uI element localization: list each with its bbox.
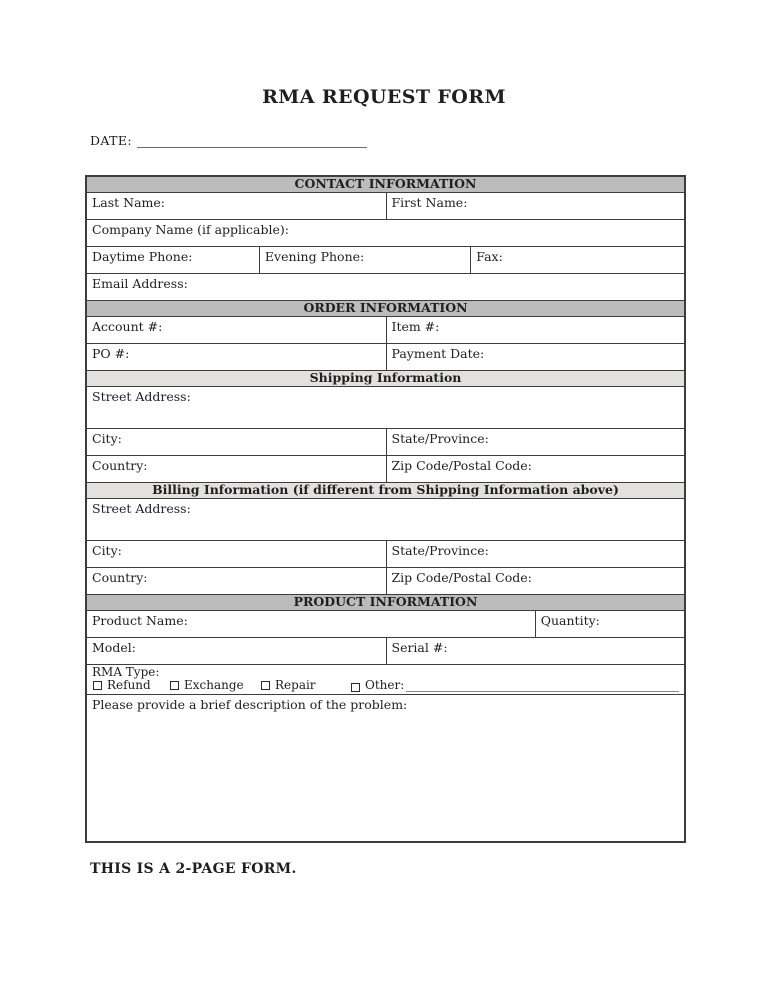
field-label: City: <box>92 431 122 446</box>
field-label: Zip Code/Postal Code: <box>391 458 532 473</box>
checkbox-other-icon[interactable] <box>351 683 360 692</box>
row-phones <box>87 247 684 274</box>
field-problem-description[interactable] <box>87 695 684 841</box>
field-label: Product Name: <box>92 613 188 628</box>
field-label: Country: <box>92 458 148 473</box>
field-billing-zip[interactable] <box>386 568 685 594</box>
checkbox-label: Repair <box>275 678 316 692</box>
field-fax[interactable] <box>470 247 684 273</box>
field-quantity[interactable] <box>535 611 684 637</box>
field-shipping-street-address[interactable] <box>87 387 684 428</box>
field-label: Email Address: <box>92 276 188 291</box>
checkbox-refund-icon[interactable] <box>93 681 102 690</box>
field-billing-country[interactable] <box>87 568 386 594</box>
field-label: Quantity: <box>540 613 600 628</box>
row-company <box>87 220 684 247</box>
subsection-header-billing: Billing Information (if different from Shipping Information above) <box>87 483 684 499</box>
field-label: State/Province: <box>391 543 489 558</box>
field-payment-date[interactable] <box>386 344 685 370</box>
row-shipping-country-zip <box>87 456 684 483</box>
field-item-number[interactable] <box>386 317 685 343</box>
checkbox-label: Exchange <box>184 678 244 692</box>
field-shipping-zip[interactable] <box>386 456 685 482</box>
date-label: DATE: <box>90 133 133 148</box>
page-count-note: THIS IS A 2-PAGE FORM. <box>90 861 297 877</box>
field-label: Account #: <box>92 319 163 334</box>
section-header-contact: CONTACT INFORMATION <box>87 177 684 193</box>
checkbox-label: Other: <box>365 678 405 692</box>
other-fill-line[interactable] <box>406 680 679 692</box>
checkbox-label: Refund <box>107 678 151 692</box>
field-label: Payment Date: <box>391 346 485 361</box>
checkbox-repair-icon[interactable] <box>261 681 270 690</box>
page-title: RMA REQUEST FORM <box>262 86 506 108</box>
field-label: First Name: <box>391 195 468 210</box>
date-row <box>90 133 367 148</box>
rma-option-exchange <box>170 679 244 692</box>
field-label: Zip Code/Postal Code: <box>391 570 532 585</box>
row-account-item <box>87 317 684 344</box>
rma-form-table <box>85 175 686 843</box>
field-billing-state[interactable] <box>386 541 685 567</box>
field-shipping-country[interactable] <box>87 456 386 482</box>
row-billing-city-state <box>87 541 684 568</box>
field-company-name[interactable] <box>87 220 684 246</box>
section-header-product: PRODUCT INFORMATION <box>87 595 684 611</box>
field-label: Daytime Phone: <box>92 249 193 264</box>
field-shipping-city[interactable] <box>87 429 386 455</box>
row-billing-street <box>87 499 684 541</box>
field-last-name[interactable] <box>87 193 386 219</box>
field-po-number[interactable] <box>87 344 386 370</box>
rma-option-refund <box>93 679 151 692</box>
row-shipping-street <box>87 387 684 429</box>
row-name <box>87 193 684 220</box>
field-label: Please provide a brief description of the problem: <box>92 697 408 712</box>
rma-option-repair <box>261 679 316 692</box>
row-po-payment <box>87 344 684 371</box>
field-label: Model: <box>92 640 136 655</box>
row-product-quantity <box>87 611 684 638</box>
field-email-address[interactable] <box>87 274 684 300</box>
rma-option-other <box>351 679 679 692</box>
subsection-header-shipping: Shipping Information <box>87 371 684 387</box>
row-model-serial <box>87 638 684 665</box>
field-label: Fax: <box>476 249 503 264</box>
field-serial-number[interactable] <box>386 638 685 664</box>
field-label: Street Address: <box>92 501 191 516</box>
date-fill-line[interactable] <box>137 133 367 148</box>
field-label: Last Name: <box>92 195 166 210</box>
field-billing-city[interactable] <box>87 541 386 567</box>
checkbox-exchange-icon[interactable] <box>170 681 179 690</box>
field-shipping-state[interactable] <box>386 429 685 455</box>
section-header-order: ORDER INFORMATION <box>87 301 684 317</box>
row-problem-description <box>87 695 684 841</box>
field-label: Company Name (if applicable): <box>92 222 289 237</box>
field-label: Country: <box>92 570 148 585</box>
field-evening-phone[interactable] <box>259 247 470 273</box>
rma-type-label: RMA Type: <box>92 665 160 679</box>
field-billing-street-address[interactable] <box>87 499 684 540</box>
row-email <box>87 274 684 301</box>
field-model[interactable] <box>87 638 386 664</box>
row-rma-type <box>87 665 684 695</box>
field-daytime-phone[interactable] <box>87 247 259 273</box>
field-label: Item #: <box>391 319 440 334</box>
row-billing-country-zip <box>87 568 684 595</box>
field-label: City: <box>92 543 122 558</box>
field-account-number[interactable] <box>87 317 386 343</box>
field-label: State/Province: <box>391 431 489 446</box>
field-label: Evening Phone: <box>264 249 365 264</box>
field-first-name[interactable] <box>386 193 685 219</box>
field-label: Street Address: <box>92 389 191 404</box>
row-shipping-city-state <box>87 429 684 456</box>
field-product-name[interactable] <box>87 611 535 637</box>
field-label: Serial #: <box>391 640 448 655</box>
field-label: PO #: <box>92 346 130 361</box>
